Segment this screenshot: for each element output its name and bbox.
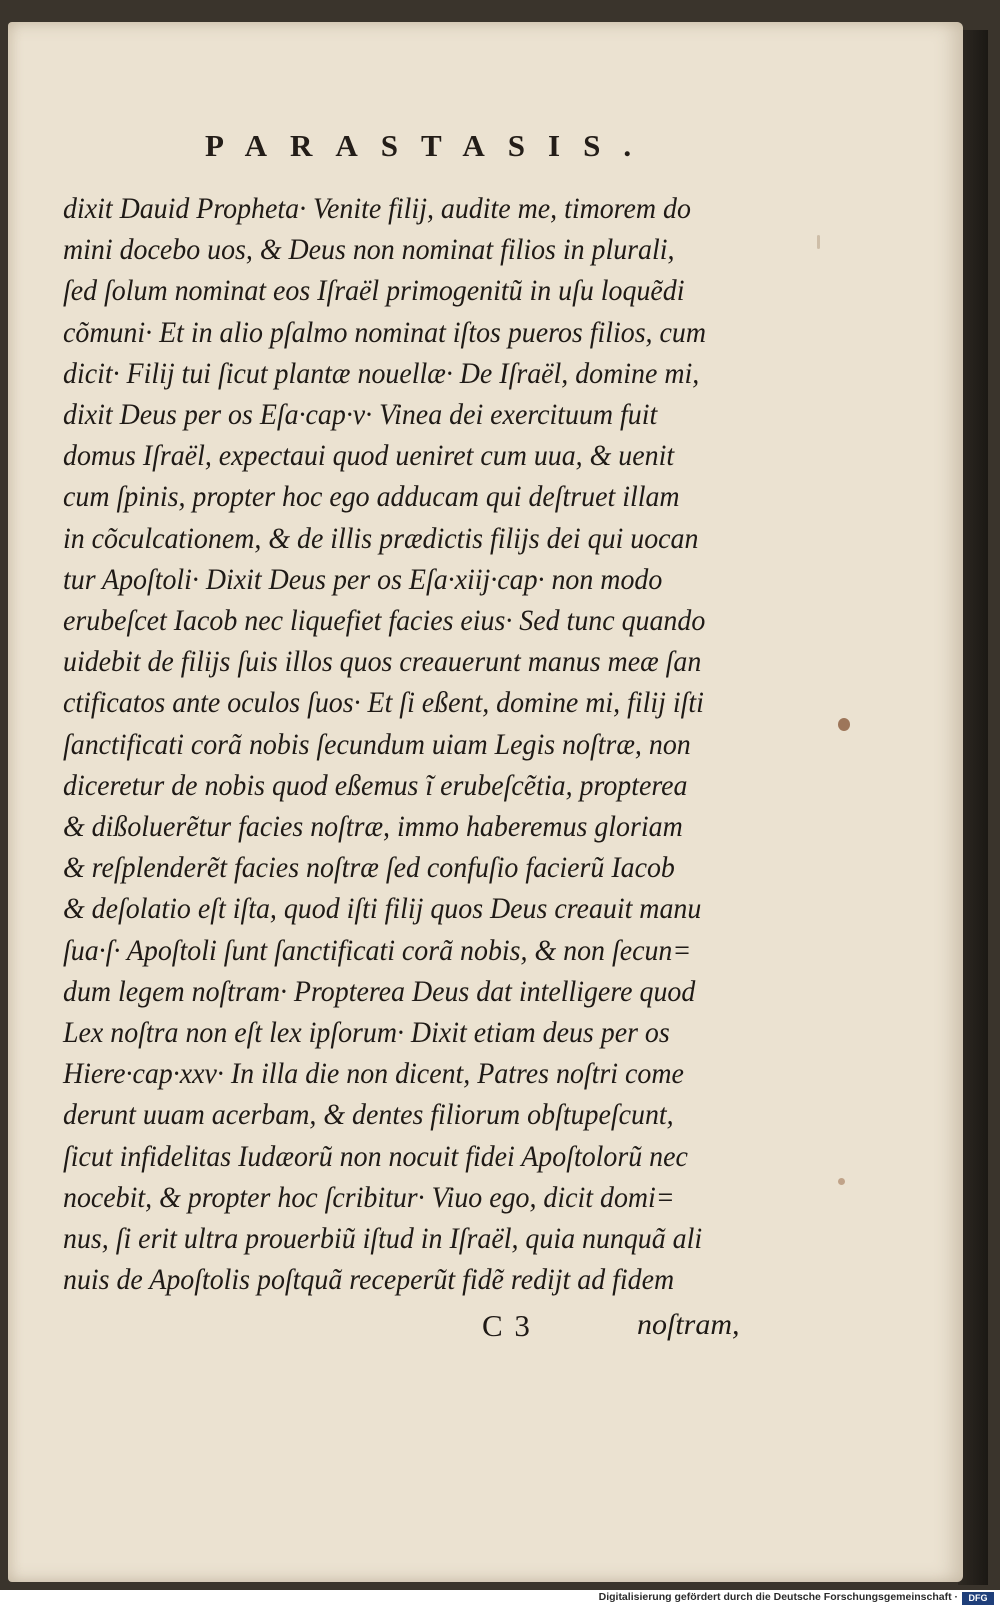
text-line: mini docebo uos, & Deus non nominat filios in plurali,: [63, 233, 675, 267]
text-line: erubeſcet Iacob nec liquefiet facies eius· Sed tunc quando: [63, 604, 706, 638]
signature-mark: C 3: [482, 1308, 532, 1343]
text-line: ſed ſolum nominat eos Iſraël primogenitũ in uſu loquẽdi: [63, 274, 685, 308]
text-line: derunt uuam acerbam, & dentes filiorum obſtupeſcunt,: [63, 1098, 674, 1132]
text-line: Hiere·cap·xxv· In illa die non dicent, Patres noſtri come: [63, 1057, 684, 1091]
text-line: ſua·ſ· Apoſtoli ſunt ſanctificati corã nobis, & non ſecun=: [63, 933, 692, 967]
funding-credit: Digitalisierung gefördert durch die Deutsche Forschungsgemeinschaft ·: [598, 1591, 958, 1603]
text-line: ctificatos ante oculos ſuos· Et ſi eßent, domine mi, filij iſti: [63, 686, 704, 720]
text-line: nocebit, & propter hoc ſcribitur· Viuo ego, dicit domi=: [63, 1180, 675, 1214]
catchword: noſtram,: [637, 1308, 740, 1341]
text-line: cõmuni· Et in alio pſalmo nominat iſtos pueros filios, cum: [63, 315, 706, 349]
text-line: in cõculcationem, & de illis prædictis filijs dei qui uocan: [63, 521, 699, 555]
text-line: ſanctificati corã nobis ſecundum uiam Legis noſtræ, non: [63, 727, 691, 761]
text-line: dixit Deus per os Eſa·cap·v· Vinea dei exercituum fuit: [63, 398, 658, 432]
text-line: & dißoluerẽtur facies noſtræ, immo haberemus gloriam: [63, 810, 683, 844]
text-line: diceretur de nobis quod eßemus ĩ erubeſcẽtia, propterea: [63, 768, 688, 802]
text-line: Lex noſtra non eſt lex ipſorum· Dixit etiam deus per os: [63, 1016, 670, 1050]
text-line: tur Apoſtoli· Dixit Deus per os Eſa·xiij·cap· non modo: [63, 562, 663, 596]
paper-mark: [817, 235, 820, 249]
text-line: nuis de Apoſtolis poſtquã receperũt fidẽ redijt ad fidem: [63, 1263, 675, 1297]
text-line: dicit· Filij tui ſicut plantæ nouellæ· De Iſraël, domine mi,: [63, 356, 700, 390]
text-line: cum ſpinis, propter hoc ego adducam qui deſtruet illam: [63, 480, 680, 514]
text-line: ſicut infidelitas Iudæorũ non nocuit fidei Apoſtolorũ nec: [63, 1139, 688, 1173]
text-line: uidebit de filijs ſuis illos quos creauerunt manus meæ ſan: [63, 645, 702, 679]
text-line: & deſolatio eſt iſta, quod iſti filij quos Deus creauit manu: [63, 892, 702, 926]
running-head: PARASTASIS.: [205, 128, 655, 163]
body-text: [63, 188, 714, 1300]
text-line: domus Iſraël, expectaui quod ueniret cum uua, & uenit: [63, 439, 675, 473]
ink-stain: [838, 1178, 845, 1185]
text-line: nus, ſi erit ultra prouerbiũ iſtud in Iſraël, quia nunquã ali: [63, 1222, 703, 1256]
ink-stain: [838, 718, 850, 731]
text-line: dixit Dauid Propheta· Venite filij, audite me, timorem do: [63, 192, 691, 225]
text-line: dum legem noſtram· Propterea Deus dat intelligere quod: [63, 974, 696, 1008]
text-line: & reſplenderẽt facies noſtræ ſed confuſio facierũ Iacob: [63, 851, 675, 885]
dfg-logo: DFG: [962, 1592, 994, 1605]
